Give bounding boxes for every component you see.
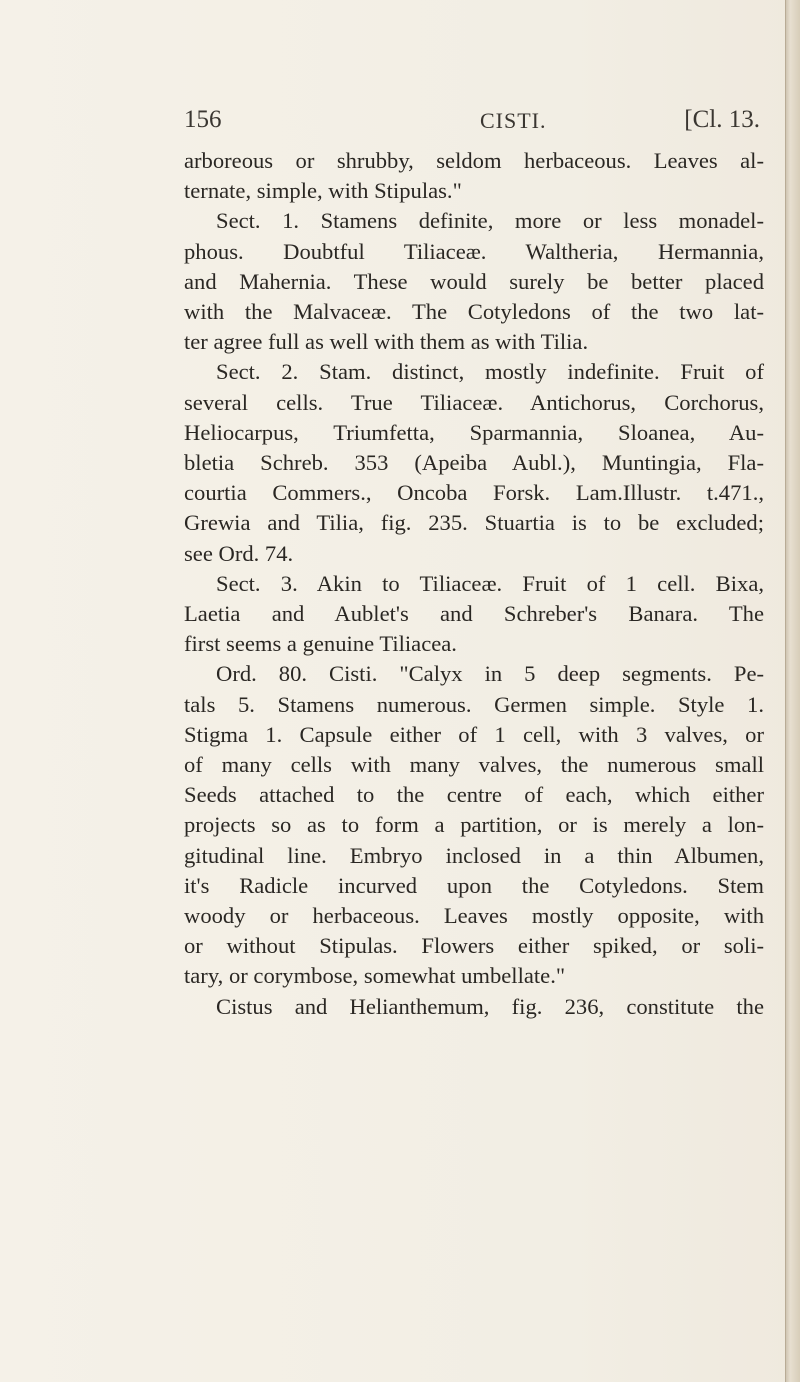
text-line: of many cells with many valves, the numerous small (184, 752, 764, 778)
text-line: several cells. True Tiliaceæ. Antichorus, Corchorus, (184, 389, 764, 415)
text-line: Cistus and Helianthemum, fig. 236, constitute the (216, 993, 764, 1019)
text-line: with the Malvaceæ. The Cotyledons of the two lat- (184, 299, 764, 325)
text-line: first seems a genuine Tiliacea. (184, 631, 457, 657)
class-mark: [Cl. 13. (684, 106, 760, 133)
text-line: arboreous or shrubby, seldom herbaceous. Leaves al- (184, 148, 764, 173)
text-line: gitudinal line. Embryo inclosed in a thin Albumen, (184, 842, 764, 868)
text-line: ternate, simple, with Stipulas." (184, 178, 462, 204)
text-line: phous. Doubtful Tiliaceæ. Waltheria, Hermannia, (184, 238, 764, 264)
text-line: Sect. 1. Stamens definite, more or less monadel- (216, 208, 764, 234)
text-line: it's Radicle incurved upon the Cotyledons. Stem (184, 872, 764, 898)
text-line: Heliocarpus, Triumfetta, Sparmannia, Sloanea, Au- (184, 419, 764, 445)
text-line: tary, or corymbose, somewhat umbellate." (184, 963, 566, 989)
text-line: projects so as to form a partition, or is merely a lon- (184, 812, 764, 838)
page-number: 156 (184, 106, 222, 133)
text-line: bletia Schreb. 353 (Apeiba Aubl.), Muntingia, Fla- (184, 450, 764, 476)
text-line: Sect. 2. Stam. distinct, mostly indefinite. Fruit of (216, 359, 764, 385)
adjacent-page-edge (785, 0, 800, 1382)
text-line: Ord. 80. Cisti. "Calyx in 5 deep segments. Pe- (216, 661, 764, 687)
text-line: Grewia and Tilia, fig. 235. Stuartia is to be excluded; (184, 510, 764, 536)
text-line: courtia Commers., Oncoba Forsk. Lam.Illustr. t.471., (184, 480, 764, 506)
body-text (184, 146, 764, 1022)
text-line: Sect. 3. Akin to Tiliaceæ. Fruit of 1 cell. Bixa, (216, 570, 764, 596)
text-line: woody or herbaceous. Leaves mostly opposite, with (184, 903, 764, 929)
running-title: CISTI. (480, 108, 547, 133)
text-line: ter agree full as well with them as with Tilia. (184, 329, 589, 355)
text-line: Stigma 1. Capsule either of 1 cell, with 3 valves, or (184, 721, 764, 747)
page-header (184, 106, 760, 140)
text-line: Seeds attached to the centre of each, which either (184, 782, 764, 808)
text-line: see Ord. 74. (184, 540, 294, 566)
text-line: tals 5. Stamens numerous. Germen simple. Style 1. (184, 691, 764, 717)
text-line: or without Stipulas. Flowers either spiked, or soli- (184, 933, 764, 959)
text-line: and Mahernia. These would surely be better placed (184, 268, 764, 294)
text-line: Laetia and Aublet's and Schreber's Banara. The (184, 601, 764, 627)
